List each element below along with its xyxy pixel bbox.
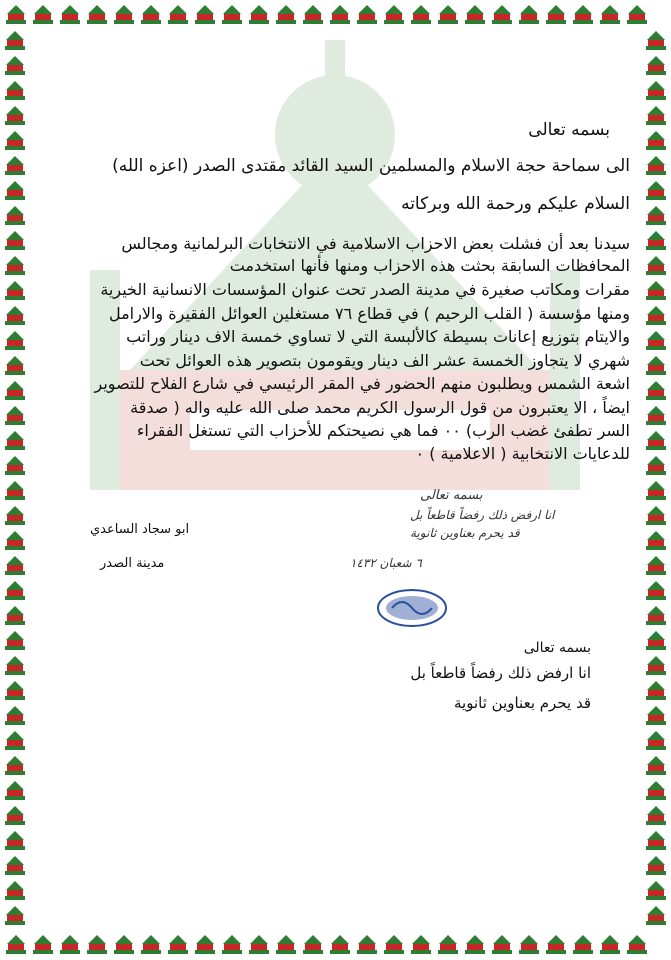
border-ornament	[644, 180, 668, 202]
border-ornament	[644, 505, 668, 527]
border-ornament	[544, 934, 568, 956]
border-ornament	[247, 4, 271, 26]
border-ornament	[3, 755, 27, 777]
letter-body-line: اشعة الشمس ويطلبون منهم الحضور في المقر الرئيسي في شارع الفلاح للتصوير	[94, 374, 630, 393]
border-ornament	[463, 934, 487, 956]
border-ornament	[644, 480, 668, 502]
border-ornament	[644, 580, 668, 602]
border-ornament	[644, 80, 668, 102]
border-ornament	[644, 305, 668, 327]
border-ornament	[436, 934, 460, 956]
border-ornament	[139, 4, 163, 26]
border-ornament	[31, 4, 55, 26]
border-ornament	[644, 680, 668, 702]
border-ornament	[625, 4, 649, 26]
letter-body-line: مقرات ومكاتب صغيرة في مدينة الصدر تحت عنوان المؤسسات الانسانية الخيرية	[100, 280, 630, 299]
border-ornament	[3, 30, 27, 52]
border-ornament	[644, 255, 668, 277]
border-ornament	[644, 430, 668, 452]
letter-body-line: ومنها مؤسسة ( القلب الرحيم ) في قطاع ٧٦ مستغلين العوائل الفقيرة والارامل	[108, 304, 630, 323]
letter-body-line: المحافظات السابقة بحثت هذه الاحزاب ومنها فأنها استخدمت	[229, 256, 630, 275]
border-ornament	[193, 4, 217, 26]
letter-greeting: السلام عليكم ورحمة الله وبركاته	[401, 194, 630, 214]
border-ornament	[644, 730, 668, 752]
border-ornament	[58, 4, 82, 26]
mosque-watermark	[70, 40, 600, 560]
border-ornament	[301, 4, 325, 26]
border-ornament	[3, 555, 27, 577]
border-ornament	[644, 705, 668, 727]
letter-body-line: والايتام بتوزيع إعانات بسيطة كالألبسة التي لا تساوي خمسة الاف دينار وراتب	[126, 327, 630, 346]
border-ornament	[139, 934, 163, 956]
sender-name: ابو سجاد الساعدي	[90, 522, 190, 537]
border-ornament	[3, 255, 27, 277]
border-ornament	[3, 405, 27, 427]
border-ornament	[517, 4, 541, 26]
border-ornament	[517, 934, 541, 956]
border-ornament	[220, 4, 244, 26]
border-ornament	[220, 934, 244, 956]
letter-invocation: بسمه تعالى	[528, 120, 610, 140]
sender-city: مدينة الصدر	[100, 556, 165, 571]
border-ornament	[3, 480, 27, 502]
border-ornament	[3, 355, 27, 377]
border-ornament	[382, 4, 406, 26]
border-ornament	[644, 30, 668, 52]
border-ornament	[166, 4, 190, 26]
border-ornament	[644, 230, 668, 252]
border-ornament	[625, 934, 649, 956]
border-ornament	[274, 4, 298, 26]
border-ornament	[3, 780, 27, 802]
border-ornament	[3, 505, 27, 527]
border-ornament	[3, 380, 27, 402]
border-ornament	[85, 4, 109, 26]
border-ornament	[644, 655, 668, 677]
letter-body-line: سيدنا بعد أن فشلت بعض الاحزاب الاسلامية في الانتخابات البرلمانية ومجالس	[121, 234, 630, 253]
border-ornament	[571, 934, 595, 956]
border-ornament	[3, 530, 27, 552]
border-ornament	[3, 130, 27, 152]
border-ornament	[644, 405, 668, 427]
border-ornament	[3, 280, 27, 302]
border-ornament	[328, 934, 352, 956]
border-ornament	[3, 880, 27, 902]
border-ornament	[31, 934, 55, 956]
reply-invocation: بسمه تعالى	[523, 640, 591, 656]
border-ornament	[3, 680, 27, 702]
border-ornament	[3, 55, 27, 77]
border-ornament	[3, 630, 27, 652]
border-ornament	[112, 934, 136, 956]
border-ornament	[3, 230, 27, 252]
border-ornament	[490, 4, 514, 26]
letter-addressee: الى سماحة حجة الاسلام والمسلمين السيد القائد مقتدى الصدر (اعزه الله)	[112, 156, 630, 176]
border-ornament	[85, 934, 109, 956]
border-ornament	[3, 330, 27, 352]
handwritten-line: انا ارفض ذلك رفضاً قاطعاً بل	[410, 508, 555, 522]
border-ornament	[328, 4, 352, 26]
border-ornament	[4, 934, 28, 956]
letter-body-line: السر تطفئ غضب الرب) ٠٠ فما هي نصيحتكم للأحزاب التي تستغل الفقراء	[136, 421, 630, 440]
border-ornament	[644, 755, 668, 777]
border-ornament	[3, 905, 27, 927]
border-ornament	[598, 934, 622, 956]
seal-stamp	[376, 588, 448, 628]
border-ornament	[3, 430, 27, 452]
reply-line: انا ارفض ذلك رفضاً قاطعاً بل	[410, 664, 591, 682]
border-ornament	[490, 934, 514, 956]
border-ornament	[644, 205, 668, 227]
border-ornament	[3, 655, 27, 677]
border-ornament	[3, 805, 27, 827]
border-ornament	[3, 205, 27, 227]
border-ornament	[409, 4, 433, 26]
border-ornament	[274, 934, 298, 956]
letter-body-line: شهري لا يتجاوز الخمسة عشر الف دينار ويقومون بتصوير هذه العوائل تحت	[139, 351, 630, 370]
border-ornament	[409, 934, 433, 956]
border-ornament	[112, 4, 136, 26]
handwritten-line: قد يحرم بعناوين ثانوية	[410, 526, 520, 540]
border-ornament	[644, 855, 668, 877]
border-ornament	[644, 530, 668, 552]
border-ornament	[463, 4, 487, 26]
border-ornament	[644, 455, 668, 477]
border-ornament	[3, 580, 27, 602]
border-ornament	[3, 305, 27, 327]
border-ornament	[644, 380, 668, 402]
border-ornament	[3, 605, 27, 627]
letter-body-line: ايضاً ، الا يعتبرون من قول الرسول الكريم محمد صلى الله عليه واله ( صدقة	[130, 398, 630, 417]
border-ornament	[58, 934, 82, 956]
border-ornament	[3, 830, 27, 852]
border-ornament	[3, 455, 27, 477]
border-ornament	[644, 630, 668, 652]
border-ornament	[355, 934, 379, 956]
reply-line: قد يحرم بعناوين ثانوية	[454, 694, 591, 712]
border-ornament	[644, 605, 668, 627]
border-ornament	[301, 934, 325, 956]
border-ornament	[247, 934, 271, 956]
border-ornament	[644, 280, 668, 302]
border-ornament	[3, 105, 27, 127]
border-ornament	[3, 180, 27, 202]
border-ornament	[4, 4, 28, 26]
border-ornament	[382, 934, 406, 956]
border-ornament	[644, 355, 668, 377]
letter-body-line: للدعايات الانتخابية ( الاعلامية ) ٠	[415, 444, 630, 463]
border-ornament	[644, 905, 668, 927]
border-ornament	[644, 555, 668, 577]
border-ornament	[355, 4, 379, 26]
border-ornament	[571, 4, 595, 26]
border-ornament	[644, 805, 668, 827]
border-ornament	[544, 4, 568, 26]
border-ornament	[3, 855, 27, 877]
border-ornament	[644, 105, 668, 127]
border-ornament	[3, 705, 27, 727]
border-ornament	[3, 155, 27, 177]
border-ornament	[598, 4, 622, 26]
handwritten-date: ٦ شعبان ١٤٣٢	[350, 556, 422, 570]
border-ornament	[166, 934, 190, 956]
border-ornament	[193, 934, 217, 956]
border-ornament	[436, 4, 460, 26]
handwritten-invocation: بسمه تعالى	[420, 488, 483, 503]
border-ornament	[644, 55, 668, 77]
border-ornament	[644, 880, 668, 902]
border-ornament	[644, 830, 668, 852]
border-ornament	[644, 130, 668, 152]
border-ornament	[3, 730, 27, 752]
border-ornament	[644, 780, 668, 802]
border-ornament	[3, 80, 27, 102]
border-ornament	[644, 330, 668, 352]
border-ornament	[644, 155, 668, 177]
